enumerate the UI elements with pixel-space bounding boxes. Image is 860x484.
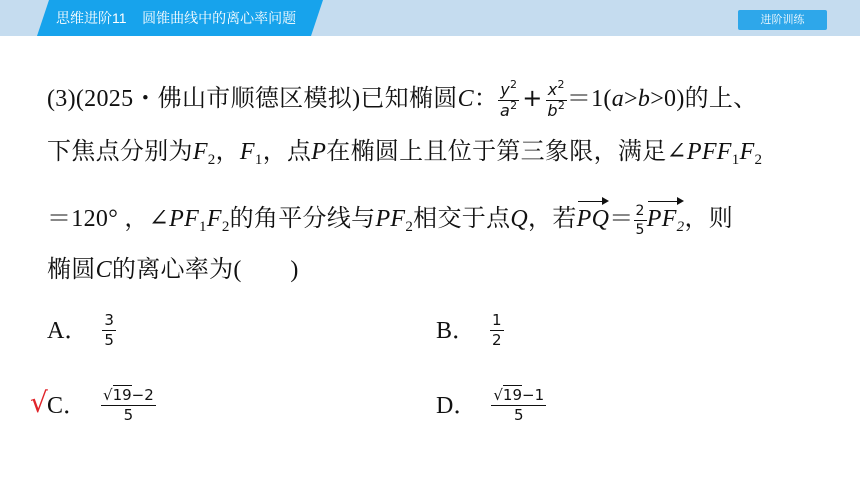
vector-PQ: PQ bbox=[577, 198, 610, 234]
text-foci: 下焦点分别为 bbox=[47, 139, 193, 165]
option-c-fraction: $\frac{√19-2}{5}$ bbox=[103, 386, 154, 424]
text-eccentricity: 的离心率为( ) bbox=[111, 257, 299, 283]
text-intersect: 相交于点 bbox=[413, 206, 511, 232]
option-c[interactable] bbox=[47, 388, 156, 423]
option-a-fraction: $\frac{3}{5}$ bbox=[104, 311, 114, 349]
question-line-2: 下焦点分别为$F_2$，$F_1$，点P在椭圆上且位于第三象限，满足$\angle PFF_1F_2$ bbox=[47, 139, 763, 168]
fraction-x2-b2: $\frac{x^2}{b^2}$ bbox=[547, 78, 566, 120]
question-line-4: 椭圆C的离心率为( ) bbox=[47, 257, 299, 283]
option-d-fraction: $\frac{√19-1}{5}$ bbox=[493, 386, 545, 424]
option-c-label: C． bbox=[47, 392, 88, 419]
fraction-two-fifths: $\frac{2}{5}$ bbox=[635, 202, 645, 238]
colon: ： bbox=[473, 86, 499, 113]
option-a[interactable] bbox=[47, 313, 116, 348]
text-ellipse: 椭圆 bbox=[47, 257, 96, 283]
var-b: b bbox=[637, 86, 651, 113]
correct-check-icon: √ bbox=[30, 386, 48, 419]
question-line-3: ＝120° ，$\angle PF_1F_2$的角平分线与$PF_2$相交于点Q，若PQ＝ $\frac{2}{5}$ $PF_2$，则 bbox=[47, 198, 733, 237]
gt: > bbox=[624, 86, 638, 113]
text-angle: ＝120° ，∠ bbox=[47, 206, 170, 232]
text-condition: 在椭圆上且位于第三象限，满足∠ bbox=[326, 139, 687, 165]
text-if: ，若 bbox=[528, 206, 577, 232]
section-badge[interactable]: 进阶训练 bbox=[738, 10, 827, 30]
var-a: a bbox=[611, 86, 625, 113]
text-bisector: 的角平分线与 bbox=[229, 206, 376, 232]
equals-one: ＝1( bbox=[566, 86, 612, 113]
lesson-title: 思维进阶11 圆锥曲线中的离心率问题 bbox=[56, 10, 297, 26]
option-d[interactable] bbox=[436, 388, 546, 423]
condition-tail: >0)的上、 bbox=[650, 86, 758, 113]
option-b-fraction: $\frac{1}{2}$ bbox=[492, 311, 502, 349]
text-point: ，点 bbox=[262, 139, 312, 165]
text-then: ，则 bbox=[684, 206, 734, 232]
fraction-y2-a2: $\frac{y^2}{a^2}$ bbox=[500, 78, 518, 120]
option-b[interactable] bbox=[436, 313, 504, 348]
option-d-label: D． bbox=[436, 392, 478, 419]
question-prefix: (3)(2025・佛山市顺德区模拟)已知椭圆 bbox=[47, 86, 458, 113]
option-a-label: A． bbox=[47, 317, 89, 344]
equals: ＝ bbox=[609, 206, 634, 232]
ellipse-var: C bbox=[457, 86, 474, 113]
plus-sign: + bbox=[522, 84, 543, 113]
question-line-1 bbox=[47, 78, 758, 120]
option-b-label: B． bbox=[436, 317, 477, 344]
vector-PF2: $PF_2$ bbox=[647, 198, 685, 234]
